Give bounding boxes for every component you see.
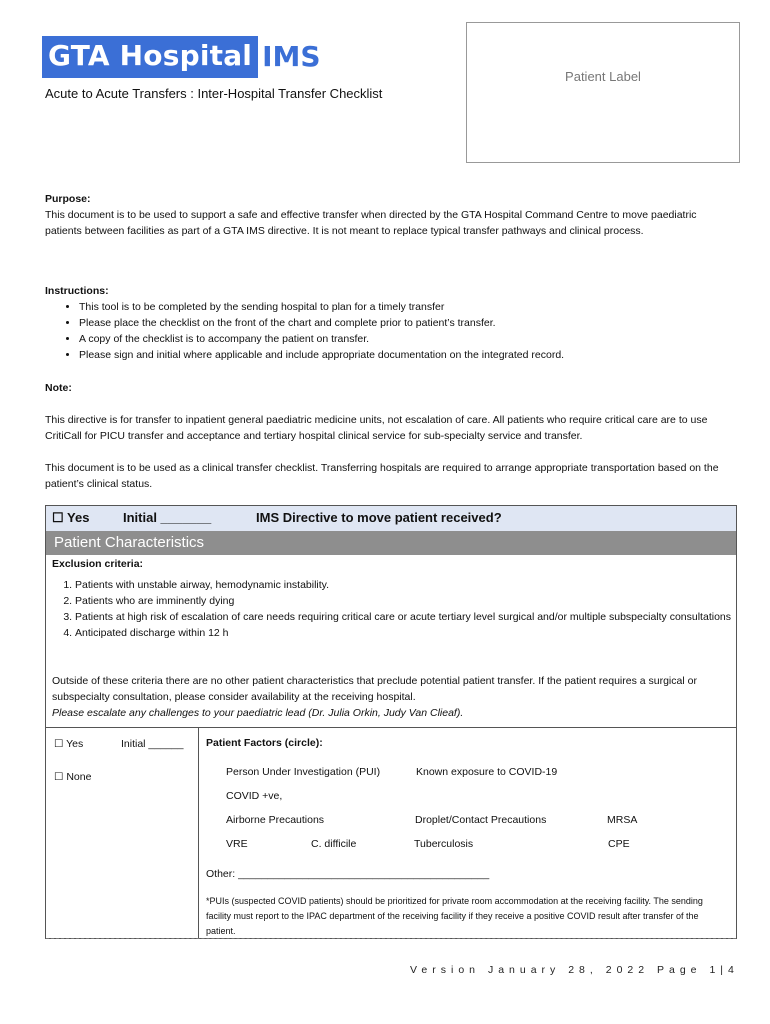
document-title: Acute to Acute Transfers : Inter-Hospital Transfer Checklist	[45, 86, 383, 101]
instruction-item: • Please sign and initial where applicable and include appropriate documentation on the integrated record.	[79, 347, 735, 363]
outside-criteria-block	[52, 673, 728, 721]
outside-criteria-text: Outside of these criteria there are no other patient characteristics that preclude potential patient transfer. If the patient requires a surgical or subspecialty consultation, please consider availability at the receiving hospital.	[52, 675, 697, 703]
instructions-list	[45, 299, 735, 363]
patient-characteristics-header	[45, 531, 737, 555]
instruction-item: • This tool is to be completed by the sending hospital to plan for a timely transfer	[79, 299, 735, 315]
instructions-section	[45, 283, 735, 363]
patient-factors-heading: Patient Factors (circle):	[206, 737, 323, 749]
purpose-text: This document is to be used to support a safe and effective transfer when directed by the GTA Hospital Command Centre to move paediatric patients between facilities as part of a GTA IMS directive. It is not meant to replace typical transfer pathways and clinical process.	[45, 209, 697, 237]
exclusion-item: 2. Patients who are imminently dying	[75, 593, 735, 609]
directive-label: IMS Directive to move patient received?	[256, 510, 502, 525]
directive-yes-checkbox[interactable]: ☐ Yes	[52, 510, 90, 525]
purpose-heading: Purpose:	[45, 193, 91, 205]
factor-cpe[interactable]: CPE	[608, 838, 630, 850]
logo-main: GTA Hospital	[42, 36, 258, 78]
patient-characteristics-body	[45, 555, 737, 728]
note-section	[45, 380, 735, 492]
factor-airborne[interactable]: Airborne Precautions	[226, 814, 325, 826]
page-footer: Version January 28, 2022 Page 1|4	[410, 964, 739, 976]
exclusion-item: 1. Patients with unstable airway, hemodynamic instability.	[75, 577, 735, 593]
factors-yes-checkbox[interactable]: ☐ Yes	[54, 738, 84, 750]
instruction-item: • A copy of the checklist is to accompany the patient on transfer.	[79, 331, 735, 347]
directive-initial-field[interactable]: Initial _______	[123, 510, 212, 525]
instruction-item: • Please place the checklist on the front of the chart and complete prior to patient’s transfer.	[79, 315, 735, 331]
note-paragraph-2: This document is to be used as a clinical transfer checklist. Transferring hospitals are required to arrange appropriate transportation based on the patient’s clinical status.	[45, 462, 719, 490]
note-heading: Note:	[45, 382, 72, 394]
exclusion-criteria-title: Exclusion criteria:	[52, 558, 144, 570]
ims-directive-row	[45, 505, 737, 532]
factors-initial-field[interactable]: Initial ______	[121, 738, 184, 750]
factor-mrsa[interactable]: MRSA	[607, 814, 638, 826]
logo-suffix: IMS	[262, 40, 321, 73]
exclusion-item: 4. Anticipated discharge within 12 h	[75, 625, 735, 641]
factor-covid-positive[interactable]: COVID +ve,	[226, 790, 283, 802]
instructions-heading: Instructions:	[45, 285, 109, 297]
factor-known-exposure[interactable]: Known exposure to COVID-19	[416, 766, 558, 778]
factor-tuberculosis[interactable]: Tuberculosis	[414, 838, 474, 850]
patient-characteristics-title: Patient Characteristics	[54, 534, 205, 551]
escalate-text: Please escalate any challenges to your paediatric lead (Dr. Julia Orkin, Judy Van Clieaf).	[52, 707, 464, 719]
factor-cdiff[interactable]: C. difficile	[311, 838, 357, 850]
patient-label-text: Patient Label	[565, 69, 641, 84]
exclusion-item: 3. Patients at high risk of escalation of care needs requiring critical care or acute tertiary level surgical and/or multiple subspecialty consultations	[75, 609, 735, 625]
factors-none-checkbox[interactable]: ☐ None	[54, 771, 92, 783]
factor-vre[interactable]: VRE	[226, 838, 248, 850]
note-paragraph-1: This directive is for transfer to inpatient general paediatric medicine units, not escalation of care. All patients who require critical care are to use CritiCall for PICU transfer and acceptance and tertiary hospital clinical service for sub-specialty service and transfer.	[45, 414, 708, 442]
exclusion-list	[52, 577, 735, 641]
pui-footnote: *PUIs (suspected COVID patients) should be prioritized for private room accommodation at the receiving facility. The sending facility must report to the IPAC department of the receiving facility if they receive a positive COVID result after transfer of the patient.	[206, 896, 703, 936]
hospital-logo	[42, 36, 321, 78]
patient-label-box	[466, 22, 740, 163]
purpose-section	[45, 191, 735, 239]
factor-other-field[interactable]: Other: ___________________________________________	[206, 868, 490, 880]
factor-droplet-contact[interactable]: Droplet/Contact Precautions	[415, 814, 547, 826]
patient-factors-table	[45, 728, 737, 939]
factor-pui[interactable]: Person Under Investigation (PUI)	[226, 766, 381, 778]
